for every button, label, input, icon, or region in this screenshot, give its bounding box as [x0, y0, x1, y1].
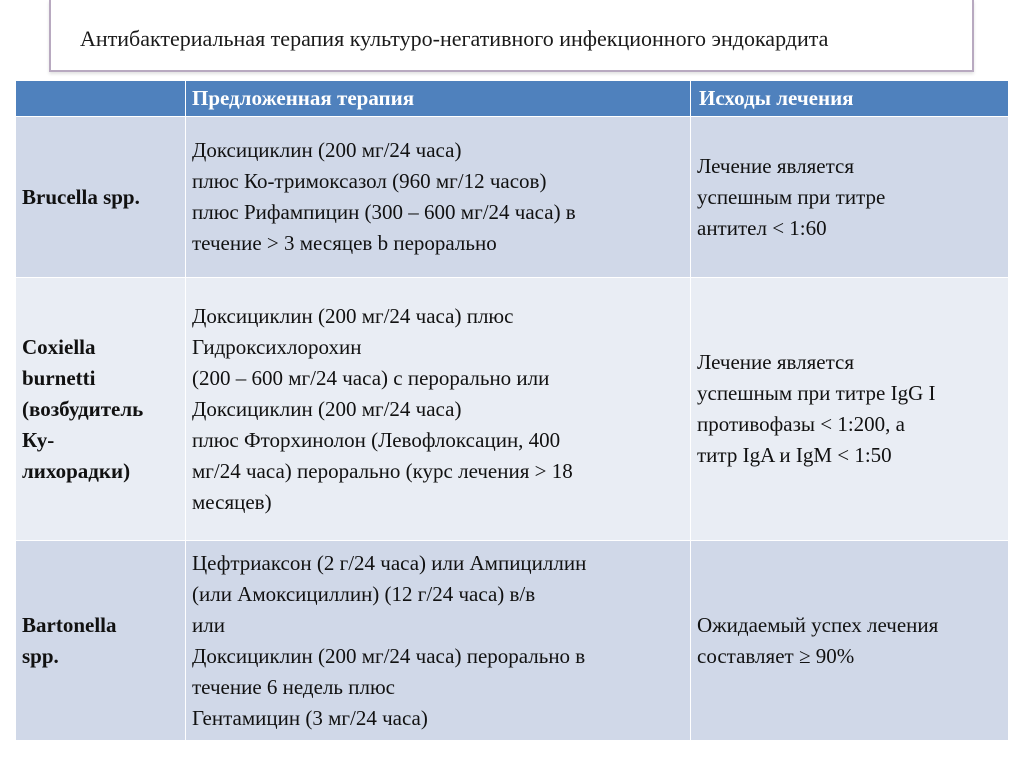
therapy-line: течение > 3 месяцев b перорально — [192, 231, 497, 255]
therapy-line: Доксициклин (200 мг/24 часа) плюс — [192, 303, 514, 328]
outcome-line: успешным при титре IgG I — [697, 381, 936, 405]
outcome-line: составляет ≥ 90% — [697, 643, 855, 668]
therapy-cell — [186, 278, 691, 541]
therapy-line: мг/24 часа) перорально (курс лечения > 18 — [192, 458, 573, 483]
therapy-line: плюс Ко-тримоксазол (960 мг/12 часов) — [192, 169, 547, 193]
organism-line: spp. — [22, 643, 59, 668]
table-header-row — [16, 81, 1009, 117]
organism-cell — [16, 541, 186, 741]
outcome-line: Лечение является — [697, 350, 854, 374]
outcome-line: противофазы < 1:200, а — [697, 412, 905, 436]
outcome-line: Ожидаемый успех лечения — [697, 612, 939, 637]
therapy-line: Цефтриаксон (2 г/24 часа) или Ампициллин — [192, 550, 587, 575]
outcome-cell — [691, 117, 1009, 278]
outcome-line: антител < 1:60 — [697, 215, 827, 240]
therapy-line: (200 – 600 мг/24 часа) с перорально или — [192, 365, 550, 390]
therapy-line: Гидроксихлорохин — [192, 334, 362, 359]
organism-cell — [16, 117, 186, 278]
therapy-line: течение 6 недель плюс — [192, 674, 395, 699]
header-outcome: Исходы лечения — [691, 81, 1009, 117]
therapy-line: плюс Рифампицин (300 – 600 мг/24 часа) в — [192, 200, 576, 224]
organism-cell — [16, 278, 186, 541]
organism-line: (возбудитель — [22, 396, 144, 421]
outcome-cell — [691, 278, 1009, 541]
therapy-table — [15, 80, 1009, 741]
therapy-line: месяцев) — [192, 489, 272, 514]
organism-line: Coxiella — [22, 334, 96, 359]
outcome-line: Лечение является — [697, 153, 854, 178]
therapy-cell — [186, 117, 691, 278]
organism-line: burnetti — [22, 365, 96, 390]
table-row — [16, 117, 1009, 278]
organism-line: лихорадки) — [22, 458, 131, 483]
therapy-cell — [186, 541, 691, 741]
organism-line: Ку- — [22, 427, 55, 452]
organism-line: Bartonella — [22, 612, 117, 637]
outcome-line: успешным при титре — [697, 184, 886, 209]
therapy-line: Доксициклин (200 мг/24 часа) перорально в — [192, 643, 586, 668]
slide-title: Антибактериальная терапия культуро-негативного инфекционного эндокардита — [80, 26, 829, 51]
table-row — [16, 541, 1009, 741]
therapy-line: Доксициклин (200 мг/24 часа) — [192, 138, 462, 162]
therapy-line: плюс Фторхинолон (Левофлоксацин, 400 — [192, 427, 561, 452]
organism-line: Brucella spp. — [22, 184, 140, 209]
outcome-line: титр IgA и IgM < 1:50 — [697, 443, 892, 467]
outcome-cell — [691, 541, 1009, 741]
therapy-line: или — [192, 612, 225, 637]
therapy-line: (или Амоксициллин) (12 г/24 часа) в/в — [192, 581, 536, 606]
header-organism — [16, 81, 186, 117]
header-therapy: Предложенная терапия — [186, 81, 691, 117]
therapy-line: Доксициклин (200 мг/24 часа) — [192, 396, 462, 421]
therapy-line: Гентамицин (3 мг/24 часа) — [192, 705, 428, 730]
table-row — [16, 278, 1009, 541]
